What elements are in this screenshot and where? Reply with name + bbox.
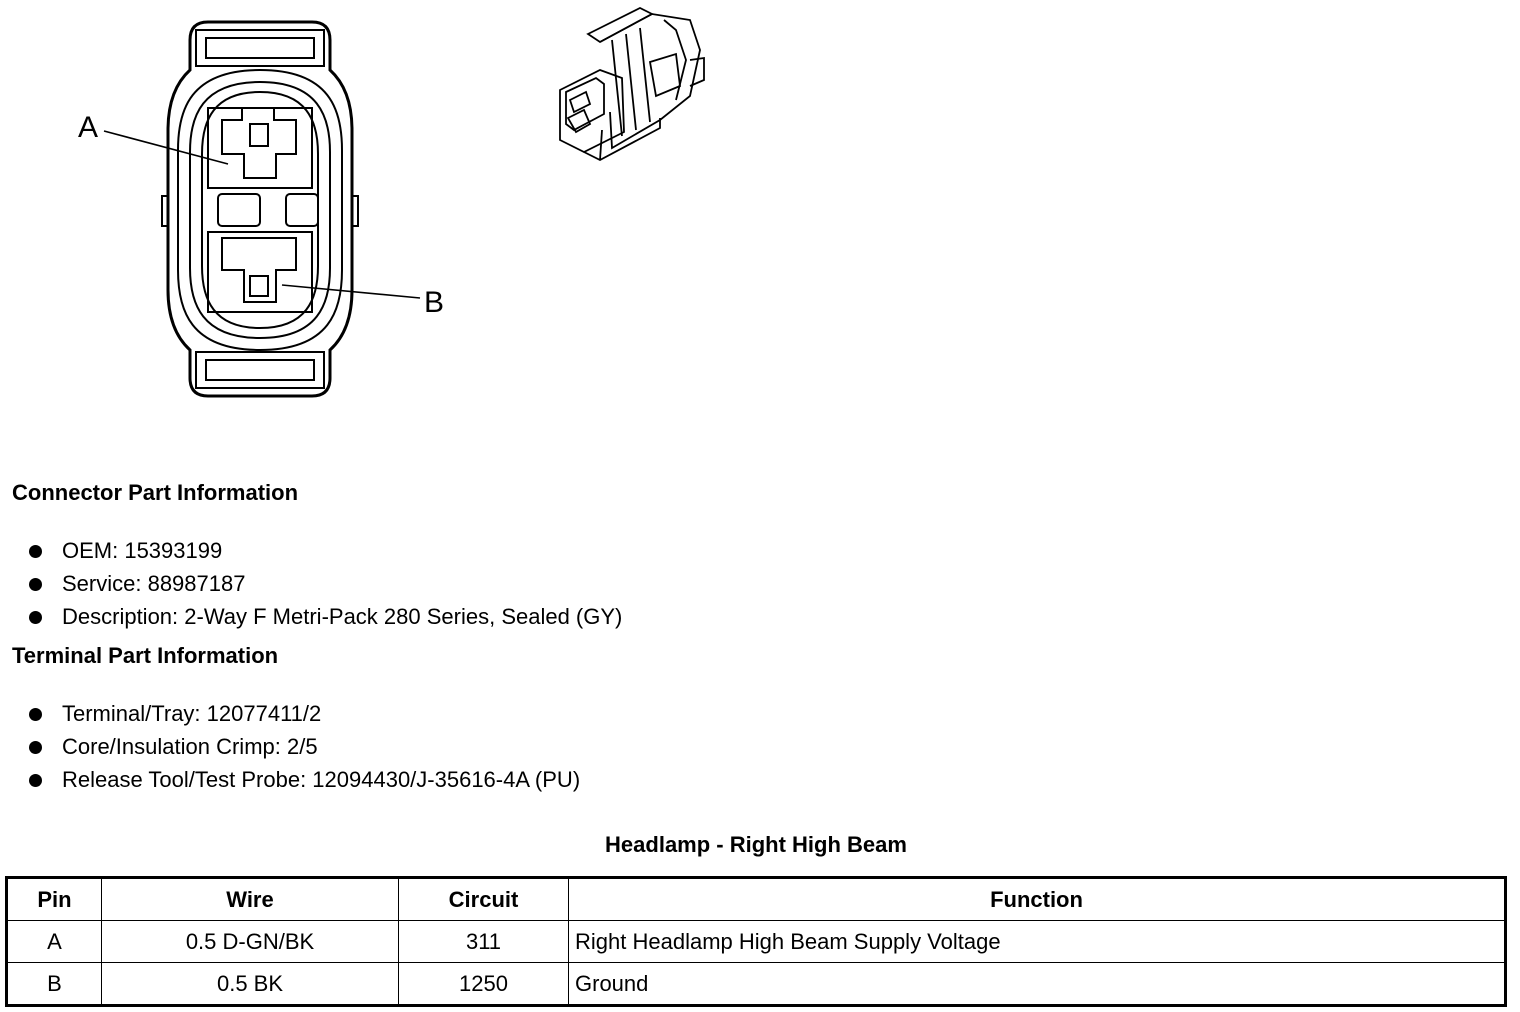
list-item — [26, 697, 580, 730]
list-item — [26, 730, 580, 763]
function-cell: Right Headlamp High Beam Supply Voltage — [569, 921, 1506, 963]
bullet-icon — [29, 578, 42, 591]
column-header-pin: Pin — [7, 878, 102, 921]
pin-a-callout: A — [78, 111, 99, 144]
bullet-icon — [29, 611, 42, 624]
connector-isometric-illustration — [548, 2, 708, 168]
list-item — [26, 763, 580, 796]
bullet-icon — [29, 774, 42, 787]
connector-face-diagram — [60, 10, 460, 410]
table-row — [7, 921, 1506, 963]
column-header-function: Function — [569, 878, 1506, 921]
connector-info-heading: Connector Part Information — [12, 480, 299, 505]
bullet-icon — [29, 545, 42, 558]
oem-number: OEM: 15393199 — [62, 538, 223, 563]
table-row — [7, 963, 1506, 1006]
terminal-info-list — [26, 697, 580, 796]
column-header-circuit: Circuit — [399, 878, 569, 921]
terminal-tray: Terminal/Tray: 12077411/2 — [62, 701, 322, 726]
bullet-icon — [29, 741, 42, 754]
connector-description: Description: 2-Way F Metri-Pack 280 Series, Sealed (GY) — [62, 604, 623, 629]
crimp-info: Core/Insulation Crimp: 2/5 — [62, 734, 318, 759]
bullet-icon — [29, 708, 42, 721]
pinout-table — [5, 876, 1507, 1007]
table-header-row — [7, 878, 1506, 921]
circuit-cell: 311 — [399, 921, 569, 963]
connector-info-list — [26, 534, 622, 633]
list-item — [26, 567, 622, 600]
list-item — [26, 600, 622, 633]
service-number: Service: 88987187 — [62, 571, 246, 596]
pin-cell: A — [7, 921, 102, 963]
pin-cell: B — [7, 963, 102, 1006]
circuit-cell: 1250 — [399, 963, 569, 1006]
pin-b-callout: B — [424, 286, 445, 319]
table-title: Headlamp - Right High Beam — [605, 832, 907, 857]
release-tool: Release Tool/Test Probe: 12094430/J-35616-4A (PU) — [62, 767, 581, 792]
terminal-info-heading: Terminal Part Information — [12, 643, 279, 668]
wire-cell: 0.5 D-GN/BK — [102, 921, 399, 963]
column-header-wire: Wire — [102, 878, 399, 921]
wire-cell: 0.5 BK — [102, 963, 399, 1006]
function-cell: Ground — [569, 963, 1506, 1006]
list-item — [26, 534, 622, 567]
